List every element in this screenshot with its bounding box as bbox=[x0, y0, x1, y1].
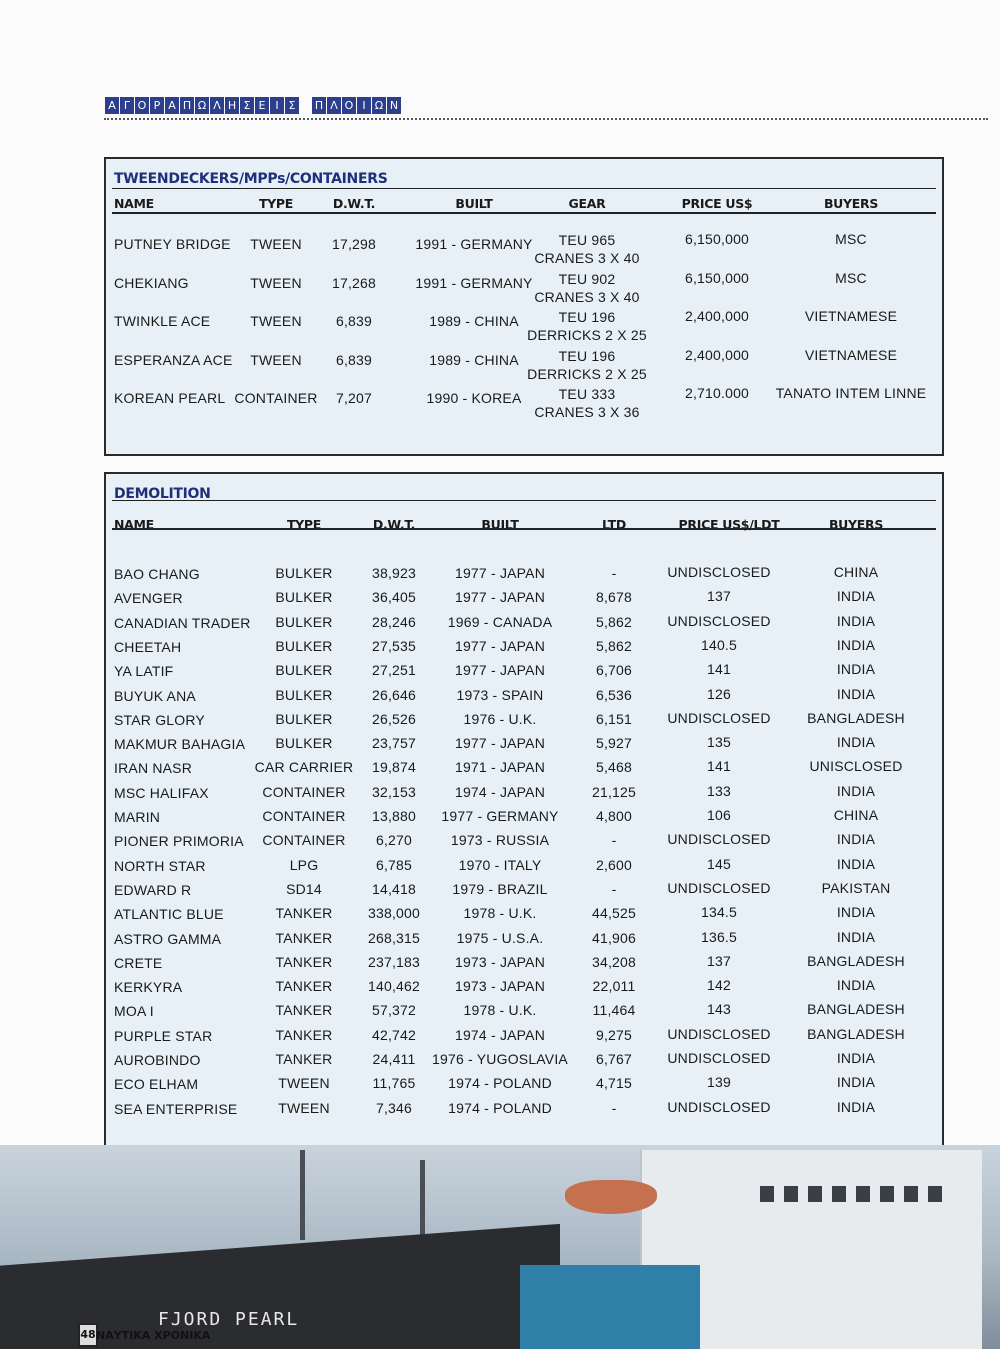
header-rule bbox=[112, 528, 936, 530]
col-dwt-header: D.W.T. bbox=[332, 196, 376, 211]
vessel-price: UNDISCLOSED bbox=[667, 1098, 771, 1115]
vessel-gear-cranes: DERRICKS 2 X 25 bbox=[527, 365, 647, 382]
header-letter: Γ bbox=[120, 97, 134, 114]
vessel-name: MSC HALIFAX bbox=[114, 784, 209, 801]
header-letter: Ν bbox=[387, 97, 401, 114]
vessel-dwt: 36,405 bbox=[371, 589, 417, 606]
vessel-dwt: 24,411 bbox=[372, 1051, 416, 1067]
col-built-header: BUILT bbox=[455, 196, 493, 211]
vessel-dwt: 27,535 bbox=[371, 637, 417, 654]
vessel-built: 1973 - RUSSIA bbox=[450, 832, 550, 849]
vessel-buyers: BANGLADESH bbox=[807, 709, 905, 726]
vessel-price: 136.5 bbox=[700, 928, 738, 945]
vessel-price: UNDISCLOSED bbox=[667, 709, 771, 726]
header-letter: Σ bbox=[285, 97, 299, 114]
vessel-buyers: INDIA bbox=[836, 977, 876, 994]
vessel-buyers: VIETNAMESE bbox=[804, 346, 898, 363]
vessel-price: 141 bbox=[707, 661, 731, 678]
header-letter: Ο bbox=[135, 97, 149, 114]
vessel-gear-cranes: CRANES 3 X 40 bbox=[534, 288, 640, 305]
vessel-ltd: 41,906 bbox=[591, 929, 637, 946]
vessel-type: BULKER bbox=[275, 637, 333, 654]
vessel-dwt: 237,183 bbox=[367, 953, 421, 970]
vessel-type: TANKER bbox=[275, 1026, 333, 1043]
vessel-name: CANADIAN TRADER bbox=[114, 614, 251, 631]
vessel-gear-teu: TEU 965 bbox=[558, 232, 616, 248]
vessel-name: MARIN bbox=[114, 809, 161, 825]
vessel-ltd: - bbox=[611, 880, 617, 897]
vessel-gear-cranes: DERRICKS 2 X 25 bbox=[527, 327, 647, 343]
col-buyers-header: BUYERS bbox=[823, 196, 879, 211]
vessel-type: BULKER bbox=[275, 589, 333, 606]
vessel-dwt: 7,207 bbox=[335, 390, 373, 406]
vessel-type: TWEEN bbox=[250, 274, 302, 291]
vessel-built: 1977 - JAPAN bbox=[454, 565, 546, 581]
vessel-type: BULKER bbox=[275, 735, 333, 752]
vessel-built: 1971 - JAPAN bbox=[454, 759, 546, 776]
vessel-buyers: INDIA bbox=[836, 685, 876, 702]
vessel-name: KERKYRA bbox=[114, 979, 183, 996]
vessel-price: 139 bbox=[707, 1074, 731, 1091]
vessel-price: 145 bbox=[707, 855, 731, 872]
vessel-built: 1974 - JAPAN bbox=[454, 783, 546, 800]
vessel-name: BUYUK ANA bbox=[114, 687, 196, 704]
vessel-gear-teu: TEU 196 bbox=[558, 309, 616, 325]
vessel-name: ATLANTIC BLUE bbox=[114, 906, 224, 923]
vessel-ltd: 4,800 bbox=[595, 808, 633, 824]
vessel-built: 1991 - GERMANY bbox=[415, 236, 533, 252]
vessel-buyers: UNISCLOSED bbox=[809, 758, 903, 775]
vessel-dwt: 57,372 bbox=[371, 1002, 417, 1019]
vessel-type: TANKER bbox=[275, 905, 333, 922]
vessel-dwt: 6,839 bbox=[335, 351, 373, 368]
vessel-dwt: 11,765 bbox=[372, 1075, 416, 1092]
vessel-gear-teu: TEU 902 bbox=[558, 270, 616, 287]
vessel-built: 1977 - JAPAN bbox=[454, 662, 546, 679]
vessel-buyers: INDIA bbox=[836, 1074, 876, 1091]
col-name-header: NAME bbox=[114, 517, 154, 532]
header-letter: Α bbox=[165, 97, 179, 114]
vessel-buyers: INDIA bbox=[836, 1098, 876, 1115]
vessel-dwt: 268,315 bbox=[367, 929, 421, 946]
col-type-header: TYPE bbox=[286, 517, 322, 532]
vessel-name: IRAN NASR bbox=[114, 760, 193, 777]
vessel-price: 133 bbox=[707, 782, 731, 799]
vessel-dwt: 7,346 bbox=[375, 1099, 413, 1116]
vessel-price: 2,710.000 bbox=[684, 385, 750, 401]
vessel-built: 1977 - JAPAN bbox=[454, 735, 546, 752]
vessel-type: TWEEN bbox=[278, 1099, 330, 1116]
vessel-price: UNDISCLOSED bbox=[667, 612, 771, 629]
header-rule bbox=[112, 212, 936, 214]
vessel-name: CHEETAH bbox=[114, 638, 182, 655]
vessel-ltd: 2,600 bbox=[595, 856, 633, 873]
vessel-price: 142 bbox=[707, 977, 731, 994]
tug-boat bbox=[520, 1265, 700, 1349]
vessel-built: 1974 - POLAND bbox=[448, 1075, 552, 1092]
vessel-price: 143 bbox=[707, 1001, 731, 1018]
vessel-type: CONTAINER bbox=[234, 390, 318, 406]
vessel-type: CAR CARRIER bbox=[254, 759, 354, 776]
title-rule bbox=[112, 188, 936, 189]
vessel-name: PIONER PRIMORIA bbox=[114, 833, 244, 850]
vessel-gear-cranes: CRANES 3 X 40 bbox=[534, 250, 640, 266]
vessel-built: 1978 - U.K. bbox=[463, 1002, 537, 1019]
vessel-type: BULKER bbox=[275, 565, 333, 581]
vessel-type: TWEEN bbox=[278, 1075, 330, 1092]
vessel-built: 1977 - JAPAN bbox=[454, 589, 546, 606]
vessel-buyers: MSC bbox=[835, 231, 867, 247]
vessel-ltd: 44,525 bbox=[591, 905, 637, 922]
vessel-buyers: INDIA bbox=[836, 831, 876, 848]
vessel-name: KOREAN PEARL bbox=[114, 390, 226, 406]
header-letter: Ι bbox=[357, 97, 371, 114]
vessel-name: ESPERANZA ACE bbox=[114, 351, 233, 368]
vessel-buyers: BANGLADESH bbox=[807, 1025, 905, 1042]
col-type-header: TYPE bbox=[258, 196, 294, 211]
vessel-name: MAKMUR BAHAGIA bbox=[114, 736, 246, 753]
vessel-name: PURPLE STAR bbox=[114, 1027, 213, 1044]
vessel-built: 1977 - JAPAN bbox=[454, 637, 546, 654]
vessel-type: BULKER bbox=[275, 662, 333, 679]
vessel-gear-cranes: CRANES 3 X 36 bbox=[534, 404, 640, 420]
vessel-gear-teu: TEU 333 bbox=[558, 386, 616, 402]
vessel-buyers: INDIA bbox=[836, 612, 876, 629]
title-rule bbox=[112, 500, 936, 501]
magazine-name: ΝΑΥΤΙΚΑ ΧΡΟΝΙΚΑ bbox=[96, 1329, 211, 1342]
vessel-name: MOA I bbox=[114, 1003, 154, 1020]
vessel-name: NORTH STAR bbox=[114, 857, 206, 874]
vessel-price: 137 bbox=[707, 952, 731, 969]
page-number: 48 bbox=[78, 1323, 98, 1347]
vessel-dwt: 28,246 bbox=[371, 613, 417, 630]
vessel-dwt: 6,839 bbox=[335, 313, 373, 329]
vessel-ltd: 8,678 bbox=[595, 589, 633, 606]
vessel-price: UNDISCLOSED bbox=[667, 879, 771, 896]
vessel-buyers: CHINA bbox=[833, 807, 879, 823]
header-letter: Η bbox=[225, 97, 239, 114]
col-price-header: PRICE US$ bbox=[681, 196, 753, 211]
vessel-name: ECO ELHAM bbox=[114, 1076, 199, 1093]
vessel-type: TANKER bbox=[275, 1051, 333, 1067]
vessel-ltd: 6,767 bbox=[595, 1051, 633, 1067]
vessel-buyers: INDIA bbox=[836, 636, 876, 653]
vessel-buyers: INDIA bbox=[836, 904, 876, 921]
vessel-name: CHEKIANG bbox=[114, 274, 189, 291]
vessel-type: LPG bbox=[289, 856, 319, 873]
vessel-name: EDWARD R bbox=[114, 881, 192, 898]
header-dotted-rule bbox=[104, 118, 988, 120]
section-header bbox=[105, 97, 402, 117]
vessel-built: 1975 - U.S.A. bbox=[456, 929, 544, 946]
vessel-dwt: 27,251 bbox=[371, 662, 417, 679]
vessel-built: 1976 - YUGOSLAVIA bbox=[432, 1051, 568, 1067]
vessel-buyers: INDIA bbox=[836, 855, 876, 872]
vessel-built: 1973 - JAPAN bbox=[454, 978, 546, 995]
vessel-buyers: VIETNAMESE bbox=[804, 308, 898, 324]
vessel-buyers: INDIA bbox=[836, 588, 876, 605]
header-letter: Ι bbox=[270, 97, 284, 114]
crane-mast bbox=[420, 1160, 425, 1240]
vessel-ltd: 4,715 bbox=[595, 1075, 633, 1092]
vessel-buyers: BANGLADESH bbox=[807, 952, 905, 969]
vessel-built: 1991 - GERMANY bbox=[415, 274, 533, 291]
demolition-table bbox=[104, 472, 944, 1147]
vessel-buyers: CHINA bbox=[833, 564, 879, 580]
header-letter: Ρ bbox=[150, 97, 164, 114]
vessel-built: 1970 - ITALY bbox=[458, 856, 542, 873]
vessel-name: TWINKLE ACE bbox=[114, 313, 211, 329]
tweendeckers-title: TWEENDECKERS/MPPs/CONTAINERS bbox=[114, 171, 388, 187]
vessel-price: 141 bbox=[707, 758, 731, 775]
col-gear-header: GEAR bbox=[568, 196, 606, 211]
vessel-name: AUROBINDO bbox=[114, 1052, 201, 1068]
col-built-header: BUILT bbox=[481, 517, 519, 532]
vessel-built: 1974 - JAPAN bbox=[454, 1026, 546, 1043]
demolition-title: DEMOLITION bbox=[114, 486, 211, 502]
vessel-built: 1977 - GERMANY bbox=[441, 808, 559, 824]
vessel-price: UNDISCLOSED bbox=[667, 831, 771, 848]
vessel-dwt: 23,757 bbox=[371, 735, 417, 752]
vessel-built: 1989 - CHINA bbox=[429, 351, 519, 368]
vessel-name: SEA ENTERPRISE bbox=[114, 1100, 238, 1117]
vessel-price: 6,150,000 bbox=[684, 231, 750, 247]
vessel-ltd: - bbox=[611, 1099, 617, 1116]
col-dwt-header: D.W.T. bbox=[372, 517, 416, 532]
vessel-buyers: INDIA bbox=[836, 1050, 876, 1066]
header-letter: Π bbox=[180, 97, 194, 114]
vessel-ltd: 34,208 bbox=[591, 953, 637, 970]
vessel-name: ASTRO GAMMA bbox=[114, 930, 222, 947]
vessel-price: 134.5 bbox=[700, 904, 738, 921]
vessel-dwt: 26,646 bbox=[371, 686, 417, 703]
header-letter: Σ bbox=[240, 97, 254, 114]
vessel-price: 2,400,000 bbox=[684, 308, 750, 324]
vessel-price: UNDISCLOSED bbox=[667, 1050, 771, 1066]
vessel-name: YA LATIF bbox=[114, 663, 174, 680]
vessel-ltd: 5,468 bbox=[595, 759, 633, 776]
vessel-dwt: 6,785 bbox=[375, 856, 413, 873]
vessel-buyers: MSC bbox=[835, 269, 867, 286]
vessel-type: SD14 bbox=[286, 880, 322, 897]
vessel-type: CONTAINER bbox=[262, 832, 346, 849]
col-ltd-header: LTD bbox=[602, 517, 626, 532]
header-letter: Α bbox=[105, 97, 119, 114]
vessel-ltd: 9,275 bbox=[595, 1026, 633, 1043]
vessel-built: 1978 - U.K. bbox=[463, 905, 537, 922]
vessel-ltd: 5,862 bbox=[595, 613, 633, 630]
vessel-built: 1989 - CHINA bbox=[429, 313, 519, 329]
header-letter: Λ bbox=[210, 97, 224, 114]
vessel-price: 2,400,000 bbox=[684, 346, 750, 363]
vessel-price: 6,150,000 bbox=[684, 269, 750, 286]
vessel-type: CONTAINER bbox=[262, 783, 346, 800]
vessel-built: 1974 - POLAND bbox=[448, 1099, 552, 1116]
vessel-price: 135 bbox=[707, 734, 731, 751]
vessel-ltd: 6,706 bbox=[595, 662, 633, 679]
tweendeckers-table bbox=[104, 157, 944, 456]
vessel-price: 106 bbox=[707, 807, 731, 823]
vessel-type: CONTAINER bbox=[262, 808, 346, 824]
vessel-dwt: 140,462 bbox=[367, 978, 421, 995]
vessel-type: TANKER bbox=[275, 978, 333, 995]
vessel-dwt: 17,298 bbox=[331, 236, 377, 252]
vessel-dwt: 14,418 bbox=[371, 880, 417, 897]
vessel-price: UNDISCLOSED bbox=[667, 1025, 771, 1042]
header-letter: Ε bbox=[255, 97, 269, 114]
vessel-ltd: - bbox=[611, 832, 617, 849]
vessel-ltd: 5,862 bbox=[595, 637, 633, 654]
vessel-type: TANKER bbox=[275, 1002, 333, 1019]
vessel-dwt: 19,874 bbox=[371, 759, 417, 776]
vessel-gear-teu: TEU 196 bbox=[558, 347, 616, 364]
vessel-buyers: PAKISTAN bbox=[821, 879, 891, 896]
vessel-ltd: 22,011 bbox=[592, 978, 636, 995]
header-letter: Ο bbox=[342, 97, 356, 114]
hull-name: FJORD PEARL bbox=[158, 1309, 300, 1330]
vessel-dwt: 32,153 bbox=[371, 783, 417, 800]
vessel-name: BAO CHANG bbox=[114, 566, 200, 582]
vessel-dwt: 6,270 bbox=[375, 832, 413, 849]
vessel-ltd: - bbox=[611, 565, 617, 581]
vessel-name: STAR GLORY bbox=[114, 711, 205, 728]
vessel-type: TANKER bbox=[275, 953, 333, 970]
vessel-built: 1973 - JAPAN bbox=[454, 953, 546, 970]
ship-windows bbox=[760, 1186, 942, 1202]
vessel-type: BULKER bbox=[275, 613, 333, 630]
col-price-header: PRICE US$/LDT bbox=[678, 517, 780, 532]
lifeboat bbox=[565, 1180, 657, 1214]
vessel-built: 1969 - CANADA bbox=[447, 613, 553, 630]
vessel-built: 1973 - SPAIN bbox=[456, 686, 544, 703]
vessel-buyers: TANATO INTEM LINNE bbox=[775, 385, 927, 401]
vessel-price: 126 bbox=[707, 685, 731, 702]
vessel-buyers: INDIA bbox=[836, 782, 876, 799]
vessel-type: TWEEN bbox=[250, 236, 302, 252]
vessel-ltd: 21,125 bbox=[591, 783, 637, 800]
vessel-buyers: INDIA bbox=[836, 928, 876, 945]
vessel-ltd: 5,927 bbox=[595, 735, 633, 752]
vessel-price: UNDISCLOSED bbox=[667, 564, 771, 580]
vessel-dwt: 338,000 bbox=[367, 905, 421, 922]
header-letter: Ω bbox=[372, 97, 386, 114]
vessel-price: 137 bbox=[707, 588, 731, 605]
vessel-type: BULKER bbox=[275, 686, 333, 703]
vessel-dwt: 17,268 bbox=[331, 274, 377, 291]
vessel-dwt: 38,923 bbox=[371, 565, 417, 581]
vessel-ltd: 6,536 bbox=[595, 686, 633, 703]
vessel-type: TWEEN bbox=[250, 351, 302, 368]
vessel-buyers: INDIA bbox=[836, 734, 876, 751]
vessel-built: 1976 - U.K. bbox=[463, 710, 537, 727]
vessel-dwt: 42,742 bbox=[371, 1026, 417, 1043]
vessel-dwt: 13,880 bbox=[371, 808, 417, 824]
vessel-type: TANKER bbox=[275, 929, 333, 946]
crane-mast bbox=[300, 1150, 305, 1240]
vessel-type: TWEEN bbox=[250, 313, 302, 329]
vessel-name: CRETE bbox=[114, 954, 163, 971]
vessel-buyers: INDIA bbox=[836, 661, 876, 678]
vessel-dwt: 26,526 bbox=[371, 710, 417, 727]
vessel-price: 140.5 bbox=[700, 636, 738, 653]
header-letter: Ω bbox=[195, 97, 209, 114]
vessel-built: 1979 - BRAZIL bbox=[452, 880, 548, 897]
col-name-header: NAME bbox=[114, 196, 154, 211]
vessel-ltd: 11,464 bbox=[592, 1002, 636, 1019]
vessel-type: BULKER bbox=[275, 710, 333, 727]
vessel-ltd: 6,151 bbox=[595, 710, 633, 727]
vessel-buyers: BANGLADESH bbox=[807, 1001, 905, 1018]
header-letter: Π bbox=[312, 97, 326, 114]
vessel-built: 1990 - KOREA bbox=[426, 390, 522, 406]
col-buyers-header: BUYERS bbox=[828, 517, 884, 532]
vessel-name: PUTNEY BRIDGE bbox=[114, 236, 231, 252]
header-letter: Λ bbox=[327, 97, 341, 114]
vessel-name: AVENGER bbox=[114, 590, 183, 607]
